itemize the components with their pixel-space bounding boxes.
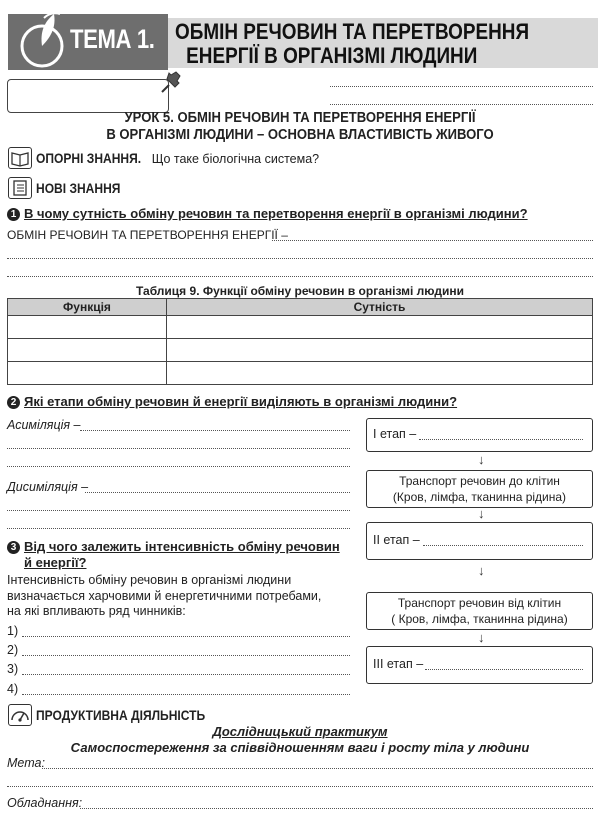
question-2 <box>7 394 457 409</box>
assimilation-label: Асиміляція – <box>7 418 81 432</box>
productive-label: ПРОДУКТИВНА ДІЯЛЬНІСТЬ <box>36 707 206 723</box>
question-3-text-line1: Від чого залежить інтенсивність обміну речовин <box>24 539 340 554</box>
q1-prompt: ОБМІН РЕЧОВИН ТА ПЕРЕТВОРЕННЯ ЕНЕРГІЇ – <box>7 228 288 242</box>
table-caption: Таблиця 9. Функції обміну речовин в організмі людини <box>135 284 465 298</box>
arrow-down-icon: ↓ <box>478 563 485 578</box>
stage-1-line[interactable] <box>419 439 583 440</box>
pushpin-icon <box>158 70 184 96</box>
goal-label: Мета: <box>7 756 45 770</box>
new-knowledge-label: НОВІ ЗНАННЯ <box>36 180 121 196</box>
question-2-text: Які етапи обміну речовин й енергії виділяють в організмі людини? <box>24 394 458 409</box>
stage-3-label: III етап – <box>373 657 424 671</box>
basic-knowledge <box>36 150 319 166</box>
transport-from-cells-line2: ( Кров, лімфа, тканинна рідина) <box>391 612 568 626</box>
lesson-title-line1: УРОК 5. ОБМІН РЕЧОВИН ТА ПЕРЕТВОРЕННЯ ЕНЕРГІЇ <box>124 110 476 126</box>
factor-1-label: 1) <box>7 624 19 638</box>
transport-to-cells-line1: Транспорт речовин до клітин <box>399 474 560 488</box>
goal-line-2[interactable] <box>7 786 593 787</box>
dissimilation-label: Дисиміляція – <box>7 480 89 494</box>
factor-3-label: 3) <box>7 662 19 676</box>
header-line-2[interactable] <box>330 104 593 105</box>
table-cell[interactable] <box>8 316 167 339</box>
dissimilation-line-3[interactable] <box>7 528 350 529</box>
topic-label: ТЕМА 1. <box>70 24 155 54</box>
stage-1-box <box>366 418 593 452</box>
topic-title-line2: ЕНЕРГІЇ В ОРГАНІЗМІ ЛЮДИНИ <box>186 43 478 68</box>
assimilation-line-2[interactable] <box>7 448 350 449</box>
stage-2-box <box>366 522 593 560</box>
header-line-1[interactable] <box>330 86 593 87</box>
goal-line-1[interactable] <box>42 768 593 769</box>
dissimilation-line-2[interactable] <box>7 510 350 511</box>
basic-knowledge-label: ОПОРНІ ЗНАННЯ. <box>36 150 142 166</box>
notebook-icon <box>8 177 32 199</box>
q1-answer-line-1[interactable] <box>272 240 593 241</box>
table-cell[interactable] <box>8 362 167 385</box>
stage-1-label: I етап – <box>373 427 417 441</box>
basic-knowledge-question: Що таке біологічна система? <box>151 152 320 166</box>
table-row <box>8 362 593 385</box>
assimilation-line-3[interactable] <box>7 466 350 467</box>
question-3 <box>7 539 340 571</box>
dissimilation-line-1[interactable] <box>85 492 350 493</box>
leaf-icon <box>14 8 70 70</box>
question-3-text-line2: й енергії? <box>24 555 87 570</box>
question-1 <box>7 206 528 221</box>
stage-3-box <box>366 646 593 684</box>
factor-2-line[interactable] <box>22 655 350 656</box>
equipment-label: Обладнання: <box>7 796 83 810</box>
practicum-title: Дослідницький практикум <box>212 724 388 739</box>
table-cell[interactable] <box>8 339 167 362</box>
arrow-down-icon: ↓ <box>478 506 485 521</box>
topic-title <box>175 20 529 68</box>
stage-3-line[interactable] <box>425 669 583 670</box>
lesson-title-line2: В ОРГАНІЗМІ ЛЮДИНИ – ОСНОВНА ВЛАСТИВІСТЬ ЖИВОГО <box>106 127 494 143</box>
book-icon <box>8 147 32 169</box>
table-header-function: Функція <box>8 299 167 316</box>
arrow-down-icon: ↓ <box>478 452 485 467</box>
functions-table <box>7 298 593 385</box>
topic-title-line1: ОБМІН РЕЧОВИН ТА ПЕРЕТВОРЕННЯ <box>175 19 530 44</box>
table-cell[interactable] <box>167 339 593 362</box>
q3-body <box>7 573 321 620</box>
q3-body-line1: Інтенсивність обміну речовин в організмі людини <box>7 573 292 587</box>
transport-from-cells-line1: Транспорт речовин від клітин <box>397 596 562 610</box>
table-row <box>8 339 593 362</box>
q1-answer-line-2[interactable] <box>7 258 593 259</box>
q3-body-line3: на які впливають ряд чинників: <box>7 604 186 618</box>
question-1-number: 1 <box>7 208 20 221</box>
gauge-icon <box>8 704 32 726</box>
stage-2-label: II етап – <box>373 533 420 547</box>
equipment-line[interactable] <box>80 808 593 809</box>
transport-to-cells-box <box>366 470 593 508</box>
transport-to-cells-line2: (Кров, лімфа, тканинна рідина) <box>392 490 567 504</box>
transport-from-cells-box <box>366 592 593 630</box>
factor-1-line[interactable] <box>22 636 350 637</box>
table-header-essence: Сутність <box>167 299 593 316</box>
q1-answer-line-3[interactable] <box>7 276 593 277</box>
lesson-title <box>0 110 600 144</box>
practicum-subtitle: Самоспостереження за співвідношенням ваги і росту тіла у людини <box>70 740 530 755</box>
date-box[interactable] <box>7 79 169 113</box>
factor-2-label: 2) <box>7 643 19 657</box>
assimilation-line-1[interactable] <box>80 430 350 431</box>
question-2-number: 2 <box>7 396 20 409</box>
question-1-text: В чому сутність обміну речовин та перетворення енергії в організмі людини? <box>24 206 528 221</box>
factor-3-line[interactable] <box>22 674 350 675</box>
table-cell[interactable] <box>167 316 593 339</box>
stage-2-line[interactable] <box>423 545 583 546</box>
q3-body-line2: визначається харчовими й енергетичними потребами, <box>7 588 322 603</box>
table-cell[interactable] <box>167 362 593 385</box>
table-row <box>8 316 593 339</box>
factor-4-line[interactable] <box>22 694 350 695</box>
arrow-down-icon: ↓ <box>478 630 485 645</box>
question-3-number: 3 <box>7 541 20 554</box>
factor-4-label: 4) <box>7 682 19 696</box>
table-header-row <box>8 299 593 316</box>
